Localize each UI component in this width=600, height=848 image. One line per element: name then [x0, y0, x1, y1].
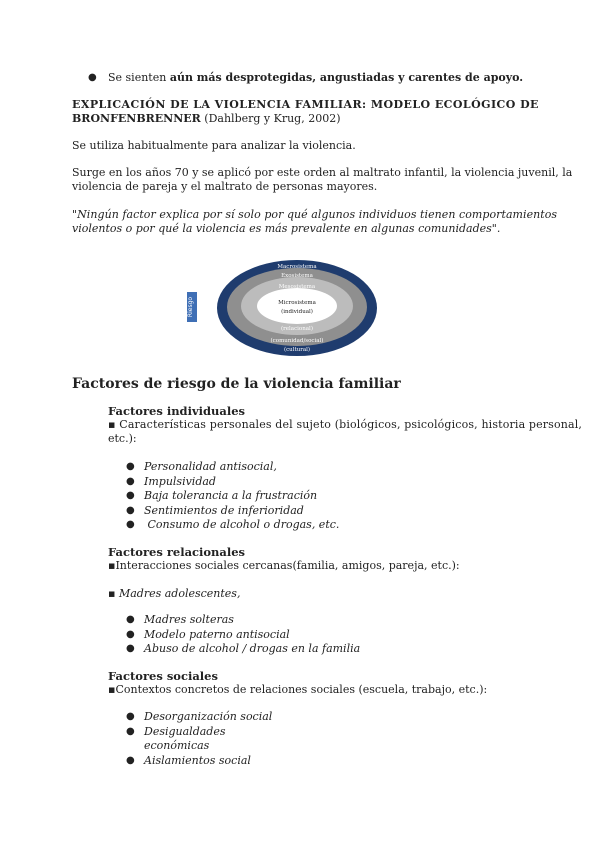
relational-heading: Factores relacionales	[108, 545, 246, 559]
paragraph-2-line1: Surge en los años 70 y se aplicó por este orden al maltrato infantil, la violencia juvenil, la	[72, 166, 573, 179]
bullet-icon: ●	[126, 461, 135, 472]
individual-desc-line2: etc.):	[108, 432, 137, 445]
ring-label: Macrosistema	[277, 264, 317, 270]
bullet-icon: ●	[88, 72, 97, 83]
ring-label: Mesosistema	[278, 284, 316, 290]
individual-heading: Factores individuales	[108, 404, 246, 418]
individual-desc-line1: ▪ Características personales del sujeto (biológicos, psicológicos, historia personal,	[108, 418, 583, 431]
paragraph-1: Se utiliza habitualmente para analizar la violencia.	[72, 139, 356, 152]
factors-heading: Factores de riesgo de la violencia familiar	[72, 376, 401, 392]
bullet-icon: ●	[126, 726, 135, 737]
list-item: Desigualdades	[144, 725, 226, 738]
bullet-icon: ●	[126, 505, 135, 516]
list-item: Consumo de alcohol o drogas, etc.	[144, 518, 340, 531]
list-item: Baja tolerancia a la frustración	[144, 489, 318, 502]
bullet-icon: ●	[126, 614, 135, 625]
list-item: Desorganización social	[144, 710, 273, 723]
list-item: Sentimientos de inferioridad	[144, 504, 304, 517]
ecological-model-diagram	[182, 256, 382, 360]
list-item: Aislamientos social	[144, 754, 251, 767]
bullet-icon: ●	[126, 476, 135, 487]
risk-label: Riesgo	[187, 296, 194, 318]
relational-desc: ▪Interacciones sociales cercanas(familia, amigos, pareja, etc.):	[108, 559, 460, 572]
list-item: Abuso de alcohol / drogas en la familia	[144, 642, 361, 655]
quote-line1: "Ningún factor explica por sí solo por qué algunos individuos tienen comportamientos	[72, 208, 558, 221]
ring-microsystem	[257, 288, 337, 324]
bullet-icon: ●	[126, 711, 135, 722]
bullet-icon: ●	[126, 643, 135, 654]
social-heading: Factores sociales	[108, 669, 218, 683]
social-desc: ▪Contextos concretos de relaciones sociales (escuela, trabajo, etc.):	[108, 683, 488, 696]
quote-line2: violentos o por qué la violencia es más prevalente en algunas comunidades".	[72, 222, 501, 235]
bullet-icon: ●	[126, 490, 135, 501]
list-item: Impulsividad	[144, 475, 216, 488]
bullet-icon: ●	[126, 629, 135, 640]
list-item: Modelo paterno antisocial	[144, 628, 290, 641]
list-item: Personalidad antisocial,	[144, 460, 277, 473]
ring-sub: (individual)	[281, 309, 313, 315]
paragraph-2-line2: violencia de pareja y el maltrato de personas mayores.	[72, 180, 378, 193]
ring-sub: (comunidad/social)	[270, 338, 324, 344]
relational-sub: ▪ Madres adolescentes,	[108, 587, 241, 600]
ring-sub: (cultural)	[283, 347, 311, 353]
list-item-continuation: económicas	[144, 739, 210, 752]
list-item: Madres solteras	[144, 613, 234, 626]
ring-label: Microsistema	[278, 300, 316, 306]
section-title: EXPLICACIÓN DE LA VIOLENCIA FAMILIAR: MODELO ECOLÓGICO DE	[72, 98, 539, 111]
ring-label: Exosistema	[281, 273, 313, 279]
bullet-icon: ●	[126, 755, 135, 766]
ring-sub: (relacional)	[281, 326, 313, 332]
intro-text: Se sienten aún más desprotegidas, angustiadas y carentes de apoyo.	[108, 71, 524, 84]
bullet-icon: ●	[126, 519, 135, 530]
section-title-line2: BRONFENBRENNER (Dahlberg y Krug, 2002)	[72, 112, 341, 125]
